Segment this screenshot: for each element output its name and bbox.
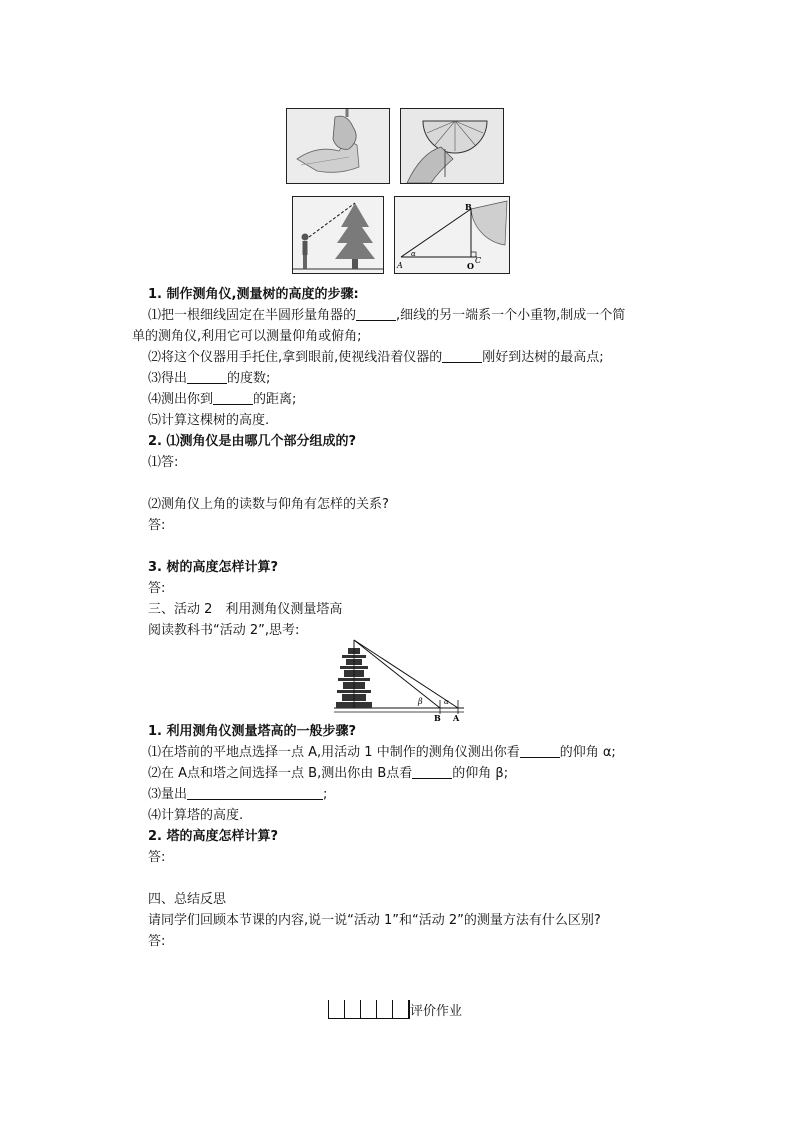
label-beta: β — [418, 697, 423, 706]
summary-heading: 四、总结反思 — [148, 892, 227, 907]
diagram-right-triangle-clinometer — [394, 196, 510, 274]
a1-step2: ⑵将这个仪器用手托住,拿到眼前,使视线沿着仪器的 刚好到达树的最高点; — [148, 350, 604, 365]
tower-illustration — [334, 638, 464, 722]
a2-step2: ⑵在 A点和塔之间选择一点 B,测出你由 B点看 的仰角 β; — [148, 766, 509, 781]
diagram-tower-measurement — [334, 638, 464, 722]
label-alpha: α — [411, 250, 416, 258]
hands-illustration — [287, 109, 389, 183]
a1-q2-sub2: ⑵测角仪上角的读数与仰角有怎样的关系? — [148, 497, 389, 512]
diagram-person-measuring-tree — [292, 196, 384, 274]
triangle-illustration — [395, 197, 509, 273]
photo-protractor-clinometer — [400, 108, 504, 184]
a1-q2-answer2[interactable]: 答: — [148, 518, 166, 533]
summary-prompt: 请同学们回顾本节课的内容,说一说“活动 1”和“活动 2”的测量方法有什么区别? — [148, 913, 601, 928]
a2-q2-title: 2. 塔的高度怎样计算? — [148, 829, 279, 844]
label-b: B — [434, 713, 441, 722]
summary-answer[interactable]: 答: — [148, 934, 166, 949]
a1-q2-title: 2. ⑴测角仪是由哪几个部分组成的? — [148, 434, 357, 449]
a2-step4: ⑷计算塔的高度. — [148, 808, 244, 823]
a1-q1-title: 1. 制作测角仪,测量树的高度的步骤: — [148, 287, 359, 302]
label-alpha: α — [444, 698, 449, 706]
a1-step1: ⑴把一根细线固定在半圆形量角器的 ,细线的另一端系一个小重物,制成一个简 — [148, 308, 626, 323]
label-o: O — [467, 261, 474, 271]
a2-q2-answer[interactable]: 答: — [148, 850, 166, 865]
a2-step3: ⑶量出 ; — [148, 787, 328, 802]
person-tree-illustration — [293, 197, 383, 273]
photo-making-clinometer — [286, 108, 390, 184]
rating-boxes[interactable] — [328, 1000, 410, 1019]
a2-heading: 三、活动 2 利用测角仪测量塔高 — [148, 602, 343, 617]
a2-step1: ⑴在塔前的平地点选择一点 A,用活动 1 中制作的测角仪测出你看 的仰角 α; — [148, 745, 616, 760]
blank-input[interactable] — [187, 369, 227, 384]
label-b: B — [465, 202, 472, 212]
blank-input[interactable] — [187, 785, 323, 800]
blank-input[interactable] — [412, 764, 452, 779]
a1-step5: ⑸计算这棵树的高度. — [148, 413, 270, 428]
a1-q3-title: 3. 树的高度怎样计算? — [148, 560, 279, 575]
homework-rating — [328, 1000, 462, 1022]
blank-input[interactable] — [356, 306, 396, 321]
a1-step3: ⑶得出 的度数; — [148, 371, 271, 386]
activity1-section — [132, 284, 688, 641]
a2-q1-title: 1. 利用测角仪测量塔高的一般步骤? — [148, 724, 357, 739]
a1-step1-cont: 单的测角仪,利用它可以测量仰角或俯角; — [132, 329, 362, 344]
blank-input[interactable] — [213, 390, 253, 405]
blank-input[interactable] — [520, 743, 560, 758]
a1-q3-answer[interactable]: 答: — [148, 581, 166, 596]
homework-rating-label: 评价作业 — [410, 1004, 463, 1019]
activity2-section — [148, 721, 688, 952]
a2-intro: 阅读教科书“活动 2”,思考: — [148, 623, 300, 638]
a1-q2-answer1[interactable]: ⑴答: — [148, 455, 179, 470]
protractor-illustration — [401, 109, 503, 183]
label-a: A — [397, 261, 403, 270]
a1-step4: ⑷测出你到 的距离; — [148, 392, 297, 407]
label-c: C — [475, 256, 482, 265]
label-a: A — [453, 713, 460, 722]
blank-input[interactable] — [442, 348, 482, 363]
